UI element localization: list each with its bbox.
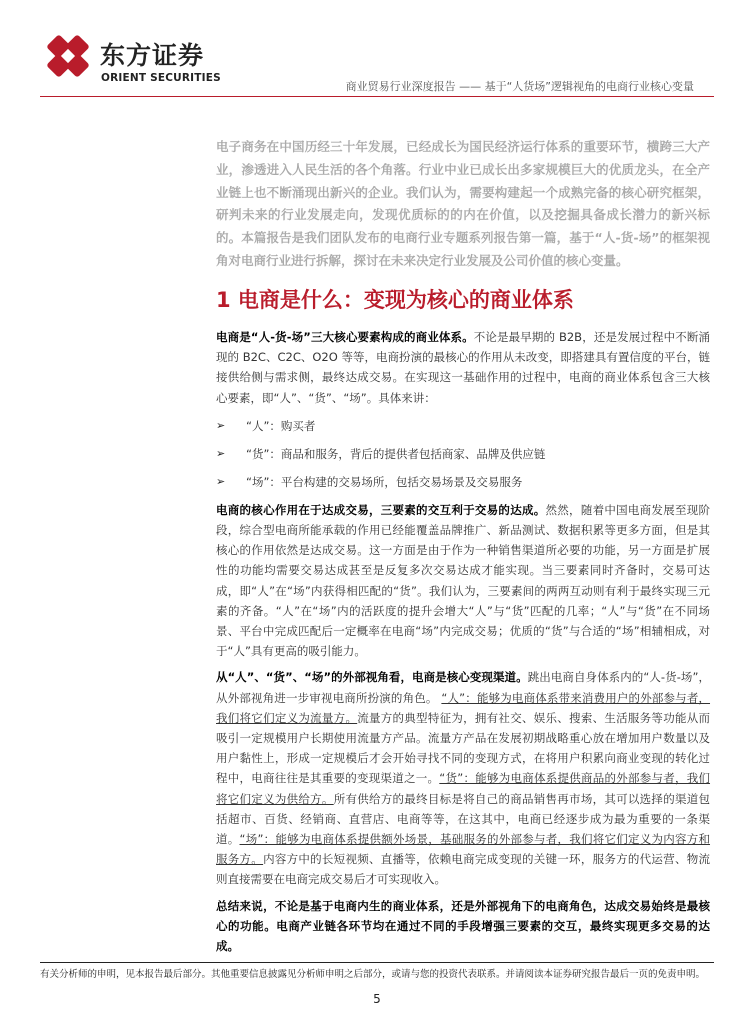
orient-securities-logo-icon — [42, 30, 94, 82]
paragraph-lead: 电商的核心作用在于达成交易，三要素的交互利于交易的达成。 — [216, 502, 546, 517]
footer-divider — [40, 962, 714, 963]
arrow-bullet-icon: ➢ — [216, 474, 226, 488]
paragraph-body: 内容方中的长短视频、直播等，依赖电商完成变现的关键一环，服务方的代运营、物流则直接需要在电商完成交易后才可实现收入。 — [216, 852, 711, 887]
paragraph-body: 跳出电商自身体系内的“人-货-场”，从外部视角进一步审视电商所扮演的角色。 — [216, 670, 710, 705]
company-logo — [42, 30, 232, 90]
section-heading: 1 电商是什么：变现为核心的商业体系 — [216, 288, 574, 312]
intro-summary: 电子商务在中国历经三十年发展，已经成长为国民经济运行体系的重要环节，横跨三大产业，渗透进入人民生活的各个角落。行业中业已成长出多家规模巨大的优质龙头，在全产业链上也不断涌现出新兴的企业。我们认为，需要构建起一个成熟完备的核心研究框架，研判未来的行业发展走向，发现优质标的的内在价值，以及挖掘具备成长潜力的新兴标的。本篇报告是我们团队发布的电商行业专题系列报告第一篇，基于“人-货-场”的框架视角对电商行业进行拆解，探讨在未来决定行业发展及公司价值的核心变量。 — [216, 139, 710, 268]
list-item — [216, 440, 710, 468]
logo-chinese-name: 东方证券 — [100, 41, 205, 70]
definition-traffic-side: “人”：能够为电商体系带来消费用户的外部参与者，我们将它们定义为流量方。 — [216, 690, 711, 725]
definition-content-service-side: “场”：能够为电商体系提供额外场景，基础服务的外部参与者，我们将它们定义为内容方和服务方。 — [216, 832, 711, 867]
paragraph-core-role — [216, 500, 710, 662]
main-content — [216, 327, 710, 956]
report-header-title: 商业贸易行业深度报告 —— 基于“人货场”逻辑视角的电商行业核心变量 — [345, 80, 694, 93]
paragraph-lead: 电商是“人-货-场”三大核心要素构成的商业体系。 — [216, 330, 474, 344]
logo-english-name: ORIENT SECURITIES — [101, 72, 221, 84]
definition-supply-side: “货”：能够为电商体系提供商品的外部参与者，我们将它们定义为供给方。 — [216, 771, 711, 806]
page-number: 5 — [373, 992, 381, 1006]
paragraph-summary: 总结来说，不论是基于电商内生的商业体系，还是外部视角下的电商角色，达成交易始终是最核心的功能。电商产业链各环节均在通过不同的手段增强三要素的交互，最终实现更多交易的达成。 — [216, 898, 710, 954]
footer-disclaimer: 有关分析师的申明，见本报告最后部分。其他重要信息披露见分析师申明之后部分，或请与您的投资代表联系。并请阅读本证券研究报告最后一页的免责申明。 — [40, 969, 706, 980]
element-list — [216, 412, 710, 496]
list-item-text: “人”：购买者 — [246, 418, 316, 433]
paragraph-definition — [216, 327, 710, 408]
paragraph-lead: 从“人”、“货”、“场”的外部视角看，电商是核心变现渠道。 — [216, 670, 528, 685]
list-item — [216, 412, 710, 440]
paragraph-body: 不论是最早期的 B2B，还是发展过程中不断涌现的 B2C、C2C、O2O 等等，电商扮演的最核心的作用从未改变，即搭建具有置信度的平台，链接供给侧与需求侧，最终达成交易。在实现这一基础作用的过程中，电商的商业体系包含三大核心要素，即“人”、“货”、“场”。具体来讲： — [216, 330, 710, 405]
paragraph-body: 然然，随着中国电商发展至现阶段，综合型电商所能承载的作用已经能覆盖品牌推广、新品测试、数据积累等更多方面，但是其核心的作用依然是达成交易。这一方面是由于作为一种销售渠道所必要的功能，另一方面是扩展性的功能均需要交易达成甚至是反复多次交易达成才能实现。当三要素同时齐备时，交易可达成，即“人”在“场”内获得相匹配的“货”。我们认为，三要素间的两两互动则有利于最终实现三元素的齐备。“人”在“场”内的活跃度的提升会增大“人”与“货”匹配的几率；“人”与“货”在不同场景、平台中完成匹配后一定概率在电商“场”内完成交易；优质的“货”与合适的“场”相辅相成，对于“人”具有更高的吸引能力。 — [216, 502, 711, 659]
list-item — [216, 468, 710, 496]
arrow-bullet-icon: ➢ — [216, 446, 226, 460]
header-divider — [40, 96, 714, 97]
arrow-bullet-icon: ➢ — [216, 418, 226, 432]
list-item-text: “货”：商品和服务，背后的提供者包括商家、品牌及供应链 — [246, 446, 546, 461]
list-item-text: “场”：平台构建的交易场所，包括交易场景及交易服务 — [246, 474, 523, 489]
paragraph-body: 所有供给方的最终目标是将自己的商品销售再市场，其可以选择的渠道包括超市、百货、经销商、直营店、电商等等，在这其中，电商已经逐步成为最为重要的一条渠道。 — [216, 791, 711, 847]
paragraph-body: 流量方的典型特征为，拥有社交、娱乐、搜索、生活服务等功能从而吸引一定规模用户长期使用流量方产品。流量方产品在发展初期战略重心放在增加用户数量以及用户黏性上，形成一定规模后才会开始寻找不同的变现方式，在将用户积累向商业变现的转化过程中，电商往往是其重要的变现渠道之一。 — [216, 710, 710, 786]
paragraph-external-view — [216, 667, 710, 889]
